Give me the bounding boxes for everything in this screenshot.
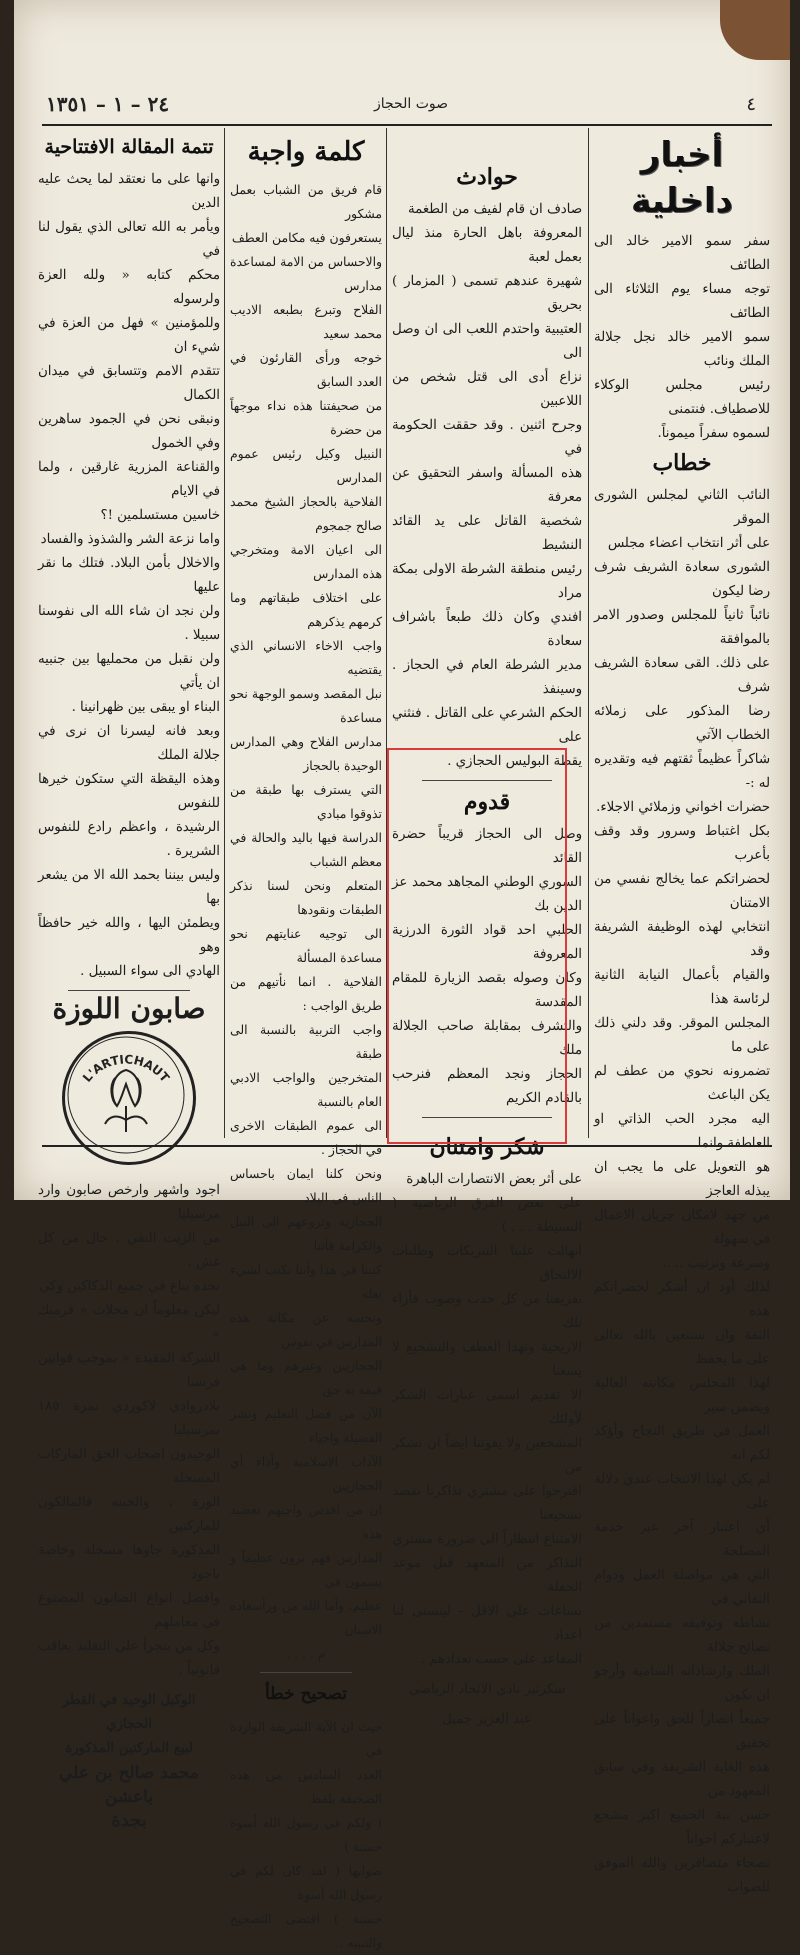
column-editorial [38, 130, 220, 1831]
kalima-article [230, 178, 382, 1642]
text-line: سفر سمو الامير خالد الى الطائف [594, 234, 770, 273]
text-line: ونحن كلنا ايمان باحساس الناس في البلاد [230, 1166, 382, 1205]
text-line: رضا المذكور على زملائه الخطاب الآتي [594, 704, 770, 743]
text-line: الدراسة فيها باليد والحالة في معظم الشباب [230, 830, 382, 869]
text-line: على ذلك. القى سعادة الشريف شرف [594, 656, 770, 695]
text-line: افندي وكان ذلك طبعاً باشراف سعادة [392, 610, 582, 649]
text-line: ان من اقدس واجبهم تعضيد هذه [230, 1502, 382, 1541]
separator [68, 990, 190, 991]
text-line: وكل من يتجرأ على التقليد يعاقب قانونياً . [38, 1639, 220, 1678]
text-line: بكل اغتباط وسرور وقد وقف بأعرب [594, 824, 770, 863]
text-line: لهذا المجلس مكانته العالية ويضمن سير [594, 1376, 770, 1415]
separator [260, 1672, 352, 1673]
text-line: الى توجيه عنايتهم نحو مساعدة المسألة [230, 926, 382, 965]
text-line: عظيم. وأما الله من ورأسعاده الاسنان [230, 1598, 382, 1637]
text-line: ( ولكم في رسول الله أسوة حسنة ) [230, 1815, 382, 1854]
text-line: الحجازيين وغيرهم وما هي قيمة به حق [230, 1358, 382, 1397]
text-line: الملك وارشاداته السامية وأرجو ان نكون [594, 1664, 770, 1703]
text-line: وكان وصوله بقصد الزيارة للمقام المقدسة [392, 971, 582, 1010]
text-line: ونحسه عن مكانة هذه المدارس في نفوس [230, 1310, 382, 1349]
text-line: من جهد لامكان جريان الاعمال في سهولة [594, 1208, 770, 1247]
text-line: الوزة ، والجبنه فالمالكون للماركتين [38, 1495, 220, 1534]
newspaper-name: صوت الحجاز [373, 96, 448, 112]
text-line: الحجازية وتزوعهم الى النبل والكرامة فأننا [230, 1214, 382, 1253]
hawadith-title: حوادث [456, 164, 518, 190]
text-line: المجلس الموقر. وقد دلني ذلك على ما [594, 1016, 770, 1055]
text-line: وهذه اليقظة التي ستكون خيرها للنفوس [38, 772, 220, 811]
text-line: يقظة البوليس الحجازي . [447, 754, 582, 769]
text-line: النائب الثاني لمجلس الشورى الموقر [594, 488, 770, 527]
text-line: الثقة وان نستعين بالله تعالى على ما يحفظ [594, 1328, 770, 1367]
text-line: على اختلاف طبقاتهم وما كرمهم يذكرهم [230, 590, 382, 629]
text-line: سمو الامير خالد نجل جلالة الملك ونائب [594, 330, 770, 369]
text-line: توجه مساء يوم الثلاثاء الى الطائف [594, 282, 770, 321]
text-line: مدير الشرطة العام في الحجاز . وسينفذ [392, 658, 582, 697]
soap-ad-text [38, 1179, 220, 1683]
text-line: قام فريق من الشباب بعمل مشكور [230, 182, 382, 221]
footer-rule [42, 1145, 772, 1147]
text-line: الفلاحية . انما نأتيهم من طريق الواجب : [230, 974, 382, 1013]
text-line: والقيام بأعمال النيابة الثانية لرئاسة هذا [594, 968, 770, 1007]
highlight-box [387, 748, 567, 1144]
text-line: الوحيدون اصحاب الحق الماركات المسجلة [38, 1447, 220, 1486]
text-line: تتقدم الامم وتتسابق في ميدان الكمال [38, 364, 220, 403]
text-line: ليكن معلوماً ان محلات « فرمنك » [38, 1303, 220, 1342]
text-line: على أثر انتخاب اعضاء مجلس [607, 536, 770, 551]
text-line: بلادروادي لاكوردي نمرة ١٨٥ بمرسيليا [38, 1399, 220, 1438]
text-line: نبل المقصد وسمو الوجهة نحو مساعدة [230, 686, 382, 725]
column-local-news [594, 130, 770, 1895]
khitab-title: خطاب [652, 450, 712, 476]
qudum-title: قدوم [463, 789, 511, 815]
column-divider [588, 128, 589, 1138]
text-line: الهادي الى سواء السبيل . [80, 964, 220, 979]
text-line: شاكراً عظيماً ثقتهم فيه وتقديره له :- [594, 752, 770, 791]
text-line: تضمرونه نحوي من عطف لم يكن الباعث [594, 1064, 770, 1103]
text-line: العدد السادس من هذه الصحيفة بلفظ [230, 1767, 382, 1806]
shukr-signature-name: عبد العزيز جميل [442, 1712, 532, 1727]
text-line: حضرات اخواني وزملائي الاجلاء. [596, 800, 770, 815]
text-line: المدارس فهم يرون عظيماً و يسمون في [230, 1550, 382, 1589]
text-line: ويأمر به الله تعالى الذي يقول لنا في [38, 220, 220, 259]
header-rule [42, 124, 772, 126]
text-line: العمل في طريق النجاح وأؤكد لكم انه [594, 1424, 770, 1463]
text-line: تجده يباع في جميع الدكاكين وكي [39, 1279, 220, 1294]
text-line: المذكورة جاوها مسجلة وخاصة باجود [38, 1543, 220, 1582]
text-line: التذاكر من المتعهد قبل موعد الحفلة [392, 1556, 582, 1595]
text-line: الى اعيان الامة ومتخرجي هذه المدارس [230, 542, 382, 581]
agent-line-1: الوكيل الوحيد في القطر الحجازي [62, 1693, 196, 1732]
text-line: الشورى سعادة الشريف شرف رضا ليكون [594, 560, 770, 599]
tatimma-article [38, 168, 220, 984]
agent-city: بجدة [111, 1810, 147, 1831]
text-line: نشاطه وتوفيقه مستمدين من نصائح جلالة [594, 1616, 770, 1655]
text-line: الامتناع انتظاراً الى ضرورة مشتري [392, 1532, 582, 1547]
text-line: الحلبي احد قواد الثورة الدرزية المعروفة [392, 923, 582, 962]
text-line: التي هي مواصلة العمل ودوام التفاني في [594, 1568, 770, 1607]
hawadith-article [392, 198, 582, 774]
issue-date: ٢٤ – ١ – ١٣٥١ [46, 92, 170, 116]
text-line: بفريقنا من كل حدب وصوب فأزاء تلك [392, 1292, 582, 1331]
text-line: الحجاز ونجد المعظم فنرحب بالقادم الكريم [392, 1067, 582, 1106]
text-line: نائباً ثانياً للمجلس وصدور الامر بالموافقة [594, 608, 770, 647]
text-line: من صحيفتنا هذه نداء موجهاً من حضرة [230, 398, 382, 437]
text-line: المتعلم ونحن لسنا نذكر الطبقات ونقودها [230, 878, 382, 917]
text-line: شخصية القاتل على يد القائد النشيط [392, 514, 582, 553]
text-line: محكم كتابه « ولله العزة ولرسوله [38, 268, 220, 307]
text-line: هذه الغاية الشريفة وفي سابق المعهود من [594, 1760, 770, 1799]
text-line: ولن نقبل من محمليها بين جنبيه ان يأتي [38, 652, 220, 691]
text-line: ولن نجد ان شاء الله الى نفوسنا سبيلا . [38, 604, 220, 643]
agent-line-2: لبيع الماركتين المذكورة [65, 1741, 193, 1756]
text-line: والتشرف بمقابلة صاحب الجلالة ملك [392, 1019, 582, 1058]
text-line: نصحاء متضافرين والله الموفق للصواب [594, 1856, 770, 1895]
agent-name: محمد صالح بن علي باعشن [59, 1763, 199, 1807]
text-line: بساعات على الاقل - ليتسنى لنا اعداد [392, 1604, 582, 1643]
text-line: اقترحوا على مشتري تذاكرنا بقصد تشجيعنا [392, 1484, 582, 1523]
text-line: الاريحية ونهذا العطف والتشجيع لا يسعنا [392, 1340, 582, 1379]
svg-text:L'ARTICHAUT [80, 1052, 173, 1085]
text-line: خاسين مستسلمين !؟ [100, 508, 220, 523]
text-line: وسرعة وترتيب .. .. [662, 1256, 770, 1271]
text-line: واجب التربية بالنسبة الى طبقة [230, 1022, 382, 1061]
shukr-title: شكر وامتنان [429, 1134, 545, 1160]
text-line: الحكم الشرعي على القاتل . فنثني على [392, 706, 582, 745]
text-line: البناء او يبقى بين ظهرانينا . [71, 700, 220, 715]
text-line: وبعد فانه ليسرنا ان نرى في جلالة الملك [38, 724, 220, 763]
text-line: جميعاً انصاراً للحق واعواناً على تحقيق [594, 1712, 770, 1751]
text-line: الا تقديم اسمى عبارات الشكر لأولئك [392, 1388, 582, 1427]
shukr-article [392, 1168, 582, 1672]
text-line: ويطمئن اليها ، والله خير حافظاً وهو [38, 916, 220, 955]
text-line: وانها على ما نعتقد لما يحث عليه الدين [38, 172, 220, 211]
text-line: حسنة ) اقتضى التصحيح والتنبيه . [230, 1911, 382, 1950]
text-line: الآن من فضل التعليم ونشر الفضيلة واحياء [230, 1406, 382, 1445]
text-line: الى عموم الطبقات الاخرى في الحجاز . [230, 1118, 382, 1157]
page-header [36, 86, 768, 126]
text-line: اليه مجرد الحب الذاتي او العاطفة وانما [594, 1112, 770, 1151]
text-line: المعروفة باهل الحارة منذ ليال بعمل لعبة [392, 226, 582, 265]
text-line: وجرح اثنين . وقد حققت الحكومة في [392, 418, 582, 457]
text-line: وصل الى الحجاز قريباً حضرة القائد [392, 827, 582, 866]
text-line: والقناعة المزرية غارقين ، ولما في الايام [38, 460, 220, 499]
text-line: ونبقى نحن في الجمود ساهرين وفي الخمول [38, 412, 220, 451]
text-line: كتبنا في هذا وأننا نكتب لشيء نعله [230, 1262, 382, 1301]
text-line: واما نزعة الشر والشذوذ والفساد [40, 532, 220, 547]
text-line: حسن نية الجميع اكبر مشجع لاعتباركم اخواناً [594, 1808, 770, 1847]
text-line: لم يكن لهذا الانتخاب عندي دلالة على [594, 1472, 770, 1511]
shukr-signature-role: سكرتير نادي الاتحاد الرياضي [408, 1682, 566, 1697]
thumb-finger [720, 0, 790, 60]
text-line: لذلك أود ان أشكر لحضراتكم هذه [594, 1280, 770, 1319]
text-line: وافضل انواع الصابون المصنوع في معاملهم [38, 1591, 220, 1630]
text-line: المشجعين ولا يفوتنا ايضاً ان نشكر من [392, 1436, 582, 1475]
text-line: انتخابي لهذه الوظيفة الشريفة وقد [594, 920, 770, 959]
text-line: نزاع أدى الى قتل شخص من اللاعبين [392, 370, 582, 409]
text-line: انهالت علينا التبريكات وطلبات الالتحاق [392, 1244, 582, 1283]
text-line: رئيس مجلس الوكلاء للاصطياف. فنتمنى [594, 378, 770, 417]
text-line: واجب الاخاء الانساني الذي يقتضيه [230, 638, 382, 677]
text-line: الفلاح وتبرع بطبعه الاديب محمد سعيد [230, 302, 382, 341]
section-heading: أخبار داخلية [631, 135, 733, 221]
tashih-title: تصحيح خطأ [264, 1684, 348, 1704]
column-opinion [230, 130, 382, 1950]
tatimma-title: تتمة المقالة الافتتاحية [44, 136, 214, 158]
text-line: النبيل وكيل رئيس عموم المدارس [230, 446, 382, 485]
text-line: صوابها ( لقد كان لكم في رسول الله أسوة [230, 1863, 382, 1902]
text-line: رئيس منطقة الشرطة الاولى بمكة مراد [392, 562, 582, 601]
text-line: الفلاحية بالحجاز الشيخ محمد صالح جمجوم [230, 494, 382, 533]
text-line: هذه المسألة واسفر التحقيق عن معرفة [392, 466, 582, 505]
kalima-title: كلمة واجبة [247, 137, 365, 167]
text-line: العتيبية واحتدم اللعب الى ان وصل الى [392, 322, 582, 361]
text-line: الشركة المقيدة « بموجب قوانين فرنسا [38, 1351, 220, 1390]
text-line: والاحساس من الامة لمساعدة مدارس [230, 254, 382, 293]
text-line: وللمؤمنين » فهل من العزة في شيء ان [38, 316, 220, 355]
text-line: الآداب الاسلامية وأداء أي الحجازيين [230, 1454, 382, 1493]
text-line: المتخرجين والواجب الادبي العام بالنسبة [230, 1070, 382, 1109]
kalima-end: م . . . . [286, 1646, 326, 1661]
text-line: وليس بيننا بحمد الله الا من يشعر بها [38, 868, 220, 907]
logo-text-ring [65, 1034, 187, 1156]
text-line: أي اعتبار آخر غير خدمة المصلحة [594, 1520, 770, 1559]
text-line: من الزيت النقي . خال من كل غش . [38, 1231, 220, 1270]
soap-ad-title: صابون اللوزة [52, 992, 206, 1025]
text-line: والاخلال بأمن البلاد. فتلك ما نقر عليها [38, 556, 220, 595]
text-line: هو التعويل على ما يجب ان يبذله العاجز [594, 1160, 770, 1199]
tashih-article [230, 1715, 382, 1955]
text-line: على أثر بعض الانتصارات الباهرة [406, 1172, 582, 1187]
logo-text: L'ARTICHAUT [79, 1052, 173, 1085]
news-item-travel [594, 230, 770, 446]
khitab-article [594, 484, 770, 1900]
text-line: السوري الوطني المجاهد محمد عز الدين بك [392, 875, 582, 914]
text-line: لسموه سفراً ميموناً. [657, 426, 770, 441]
text-line: التي يسترف بها طبقة من تذوقوا مبادي [230, 782, 382, 821]
text-line: المقاعد على حسب تعدادهم . [420, 1652, 582, 1667]
text-line: مدارس الفلاح وهي المدارس الوحيدة بالحجاز [230, 734, 382, 773]
column-divider [224, 128, 225, 1138]
text-line: على بعض الفرق الرياضية ( البسيطة . . . ) [392, 1196, 582, 1235]
text-line: صادف ان قام لفيف من الطغمة [408, 202, 582, 217]
text-line: خوجه ورأى القارئون في العدد السابق [230, 350, 382, 389]
text-line: حيث ان الآية الشريفة الواردة في [230, 1719, 382, 1758]
text-line: يستعرفون فيه مكامن العطف [231, 230, 382, 245]
text-line: الرشيدة ، واعظم رادع للنفوس الشريرة . [38, 820, 220, 859]
text-line: اجود واشهر وارخص صابون وارد مرسيليا [38, 1183, 220, 1222]
text-line: لحضراتكم عما يخالج نفسي من الامتنان [594, 872, 770, 911]
text-line: شهيرة عندهم تسمى ( المزمار ) بحريق [392, 274, 582, 313]
page-number: ٤ [746, 94, 756, 115]
